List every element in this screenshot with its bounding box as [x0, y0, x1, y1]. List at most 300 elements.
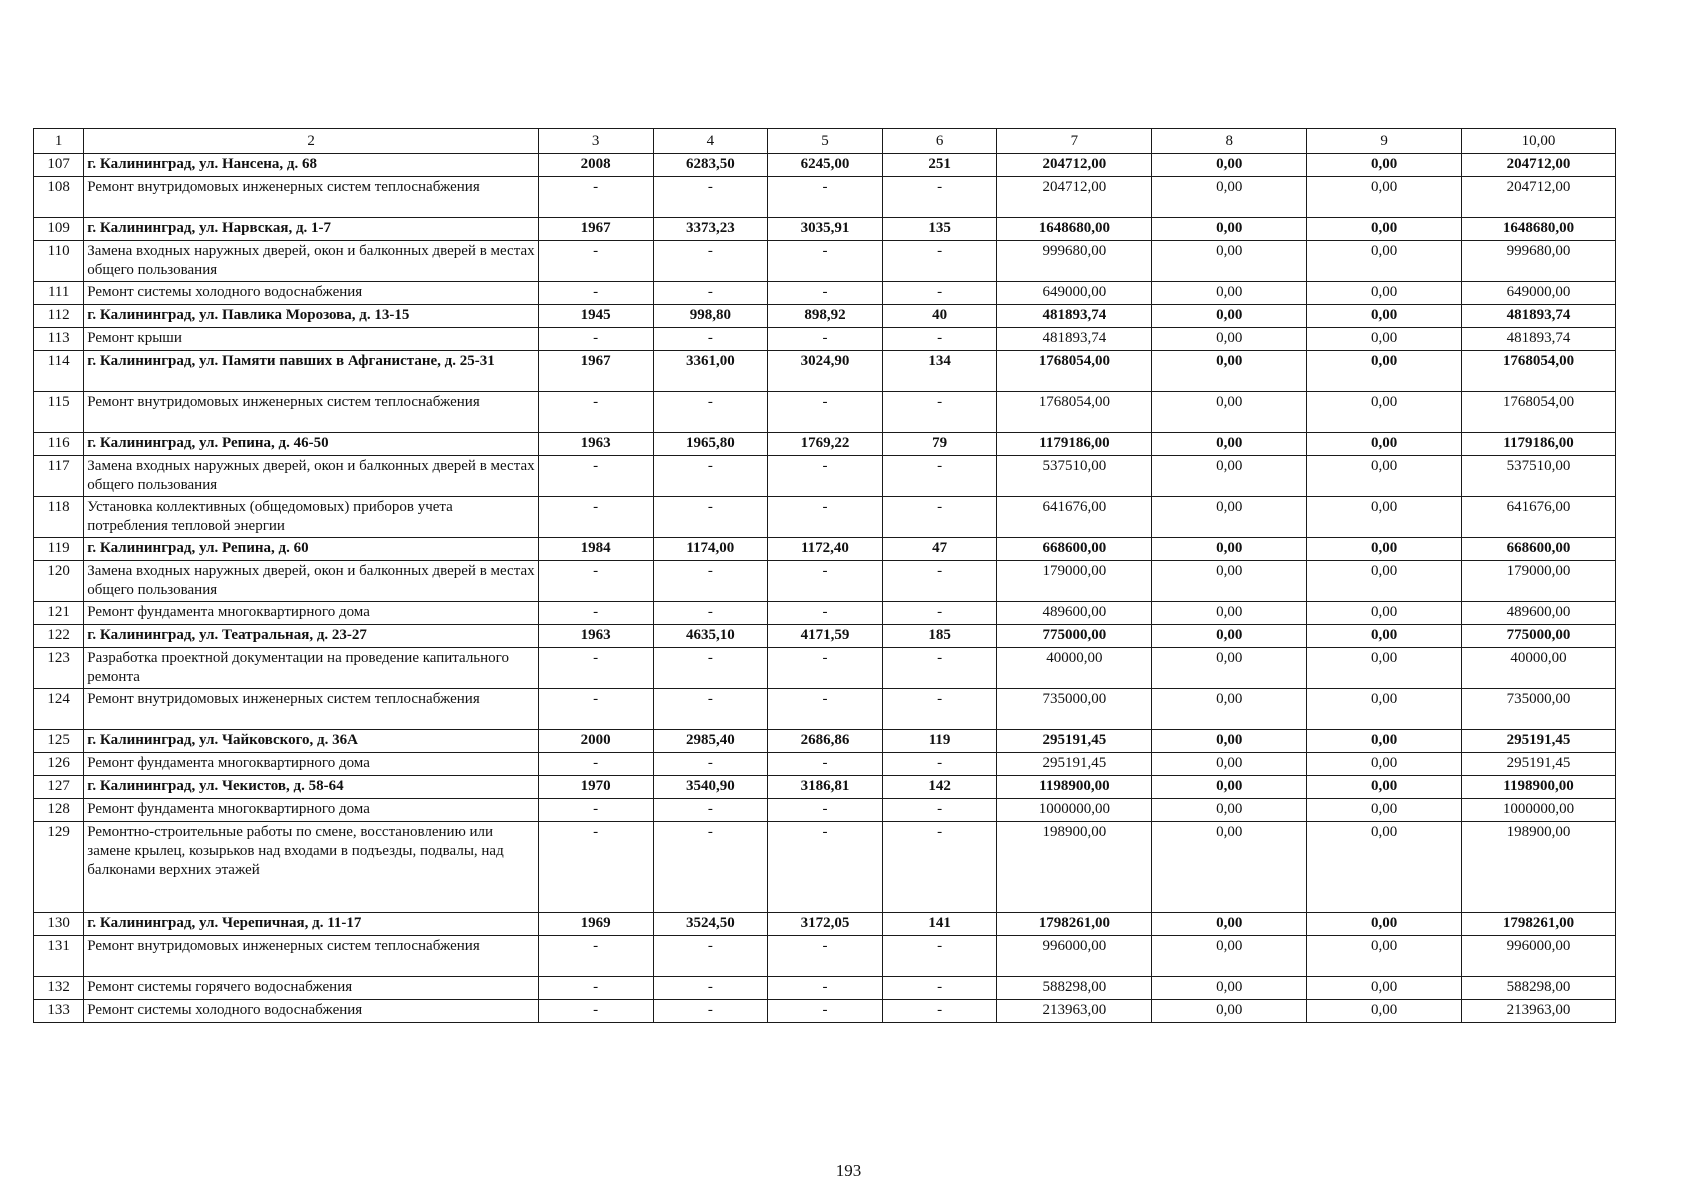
owner-funds: 1179186,00: [1462, 433, 1616, 456]
work-item-row: [34, 177, 1616, 218]
federal-funds: 0,00: [1152, 753, 1307, 776]
row-number: 116: [34, 433, 84, 456]
owner-funds: 204712,00: [1462, 154, 1616, 177]
living-area: -: [768, 561, 883, 602]
work-item-row: [34, 392, 1616, 433]
federal-funds: 0,00: [1152, 648, 1307, 689]
object-name: г. Калининград, ул. Чекистов, д. 58-64: [84, 776, 539, 799]
residents-count: -: [882, 456, 997, 497]
regional-funds: 0,00: [1307, 154, 1462, 177]
object-name: Ремонт системы горячего водоснабжения: [84, 977, 539, 1000]
object-name: г. Калининград, ул. Чайковского, д. 36А: [84, 730, 539, 753]
residents-count: 119: [882, 730, 997, 753]
federal-funds: 0,00: [1152, 282, 1307, 305]
total-area: 3373,23: [653, 218, 768, 241]
owner-funds: 775000,00: [1462, 625, 1616, 648]
federal-funds: 0,00: [1152, 602, 1307, 625]
work-item-row: [34, 689, 1616, 730]
federal-funds: 0,00: [1152, 351, 1307, 392]
year-built: -: [538, 799, 653, 822]
column-number-3: 3: [538, 129, 653, 154]
row-number: 108: [34, 177, 84, 218]
regional-funds: 0,00: [1307, 538, 1462, 561]
year-built: -: [538, 177, 653, 218]
work-item-row: [34, 497, 1616, 538]
federal-funds: 0,00: [1152, 561, 1307, 602]
object-name: г. Калининград, ул. Черепичная, д. 11-17: [84, 913, 539, 936]
row-number: 111: [34, 282, 84, 305]
regional-funds: 0,00: [1307, 753, 1462, 776]
residents-count: -: [882, 497, 997, 538]
residents-count: -: [882, 689, 997, 730]
year-built: 1970: [538, 776, 653, 799]
work-item-row: [34, 561, 1616, 602]
residents-count: 79: [882, 433, 997, 456]
regional-funds: 0,00: [1307, 977, 1462, 1000]
owner-funds: 198900,00: [1462, 822, 1616, 913]
object-name: г. Калининград, ул. Павлика Морозова, д. 13-15: [84, 305, 539, 328]
year-built: 1969: [538, 913, 653, 936]
owner-funds: 481893,74: [1462, 328, 1616, 351]
total-area: 1965,80: [653, 433, 768, 456]
regional-funds: 0,00: [1307, 392, 1462, 433]
owner-funds: 489600,00: [1462, 602, 1616, 625]
federal-funds: 0,00: [1152, 241, 1307, 282]
row-number: 132: [34, 977, 84, 1000]
living-area: -: [768, 497, 883, 538]
total-area: -: [653, 822, 768, 913]
federal-funds: 0,00: [1152, 776, 1307, 799]
year-built: -: [538, 753, 653, 776]
total-cost: 775000,00: [997, 625, 1152, 648]
living-area: 3024,90: [768, 351, 883, 392]
total-cost: 489600,00: [997, 602, 1152, 625]
object-name: г. Калининград, ул. Памяти павших в Афганистане, д. 25-31: [84, 351, 539, 392]
regional-funds: 0,00: [1307, 1000, 1462, 1023]
owner-funds: 641676,00: [1462, 497, 1616, 538]
year-built: -: [538, 1000, 653, 1023]
regional-funds: 0,00: [1307, 328, 1462, 351]
row-number: 126: [34, 753, 84, 776]
total-cost: 1198900,00: [997, 776, 1152, 799]
total-area: -: [653, 456, 768, 497]
residents-count: -: [882, 392, 997, 433]
living-area: 6245,00: [768, 154, 883, 177]
residents-count: 251: [882, 154, 997, 177]
federal-funds: 0,00: [1152, 154, 1307, 177]
object-name: г. Калининград, ул. Репина, д. 60: [84, 538, 539, 561]
federal-funds: 0,00: [1152, 1000, 1307, 1023]
work-item-row: [34, 241, 1616, 282]
owner-funds: 1768054,00: [1462, 392, 1616, 433]
living-area: 3035,91: [768, 218, 883, 241]
column-number-6: 6: [882, 129, 997, 154]
object-name: Ремонт системы холодного водоснабжения: [84, 282, 539, 305]
regional-funds: 0,00: [1307, 241, 1462, 282]
row-number: 118: [34, 497, 84, 538]
total-cost: 481893,74: [997, 305, 1152, 328]
regional-funds: 0,00: [1307, 456, 1462, 497]
residents-count: -: [882, 1000, 997, 1023]
work-item-row: [34, 753, 1616, 776]
year-built: 1967: [538, 218, 653, 241]
living-area: 4171,59: [768, 625, 883, 648]
total-area: -: [653, 753, 768, 776]
work-item-row: [34, 799, 1616, 822]
owner-funds: 1648680,00: [1462, 218, 1616, 241]
living-area: -: [768, 177, 883, 218]
work-item-row: [34, 936, 1616, 977]
living-area: 1769,22: [768, 433, 883, 456]
address-row: [34, 351, 1616, 392]
object-name: г. Калининград, ул. Театральная, д. 23-27: [84, 625, 539, 648]
work-item-row: [34, 1000, 1616, 1023]
residents-count: -: [882, 177, 997, 218]
row-number: 121: [34, 602, 84, 625]
residents-count: 141: [882, 913, 997, 936]
row-number: 128: [34, 799, 84, 822]
table-body: [34, 129, 1616, 1023]
regional-funds: 0,00: [1307, 351, 1462, 392]
regional-funds: 0,00: [1307, 218, 1462, 241]
work-item-row: [34, 602, 1616, 625]
row-number: 131: [34, 936, 84, 977]
total-area: -: [653, 392, 768, 433]
owner-funds: 588298,00: [1462, 977, 1616, 1000]
address-row: [34, 913, 1616, 936]
row-number: 133: [34, 1000, 84, 1023]
regional-funds: 0,00: [1307, 648, 1462, 689]
object-name: Ремонт крыши: [84, 328, 539, 351]
total-cost: 1179186,00: [997, 433, 1152, 456]
total-area: 2985,40: [653, 730, 768, 753]
column-number-2: 2: [84, 129, 539, 154]
total-cost: 649000,00: [997, 282, 1152, 305]
living-area: 3186,81: [768, 776, 883, 799]
total-area: -: [653, 689, 768, 730]
year-built: 1967: [538, 351, 653, 392]
year-built: -: [538, 689, 653, 730]
address-row: [34, 538, 1616, 561]
object-name: Ремонт фундамента многоквартирного дома: [84, 602, 539, 625]
column-number-8: 8: [1152, 129, 1307, 154]
row-number: 125: [34, 730, 84, 753]
living-area: -: [768, 689, 883, 730]
federal-funds: 0,00: [1152, 538, 1307, 561]
total-area: -: [653, 497, 768, 538]
total-area: 4635,10: [653, 625, 768, 648]
row-number: 123: [34, 648, 84, 689]
total-area: -: [653, 282, 768, 305]
owner-funds: 40000,00: [1462, 648, 1616, 689]
object-name: Ремонт внутридомовых инженерных систем теплоснабжения: [84, 689, 539, 730]
total-cost: 999680,00: [997, 241, 1152, 282]
total-area: 6283,50: [653, 154, 768, 177]
work-item-row: [34, 977, 1616, 1000]
total-cost: 1768054,00: [997, 351, 1152, 392]
federal-funds: 0,00: [1152, 433, 1307, 456]
living-area: 2686,86: [768, 730, 883, 753]
object-name: Замена входных наружных дверей, окон и балконных дверей в местах общего пользования: [84, 561, 539, 602]
living-area: -: [768, 456, 883, 497]
living-area: -: [768, 241, 883, 282]
year-built: -: [538, 241, 653, 282]
year-built: 1963: [538, 433, 653, 456]
total-area: -: [653, 977, 768, 1000]
year-built: 2008: [538, 154, 653, 177]
owner-funds: 295191,45: [1462, 753, 1616, 776]
row-number: 127: [34, 776, 84, 799]
living-area: -: [768, 648, 883, 689]
row-number: 117: [34, 456, 84, 497]
total-area: -: [653, 328, 768, 351]
living-area: -: [768, 282, 883, 305]
row-number: 109: [34, 218, 84, 241]
residents-count: -: [882, 241, 997, 282]
row-number: 129: [34, 822, 84, 913]
residents-count: -: [882, 822, 997, 913]
year-built: -: [538, 602, 653, 625]
year-built: 1984: [538, 538, 653, 561]
column-number-row: [34, 129, 1616, 154]
owner-funds: 649000,00: [1462, 282, 1616, 305]
residents-count: -: [882, 282, 997, 305]
residents-count: 47: [882, 538, 997, 561]
regional-funds: 0,00: [1307, 497, 1462, 538]
object-name: Ремонтно-строительные работы по смене, восстановлению или замене крылец, козырьков над входами в подъезды, подвалы, над балконами верхних этажей: [84, 822, 539, 913]
row-number: 130: [34, 913, 84, 936]
year-built: -: [538, 497, 653, 538]
column-number-4: 4: [653, 129, 768, 154]
residents-count: -: [882, 753, 997, 776]
living-area: -: [768, 936, 883, 977]
owner-funds: 213963,00: [1462, 1000, 1616, 1023]
federal-funds: 0,00: [1152, 305, 1307, 328]
owner-funds: 295191,45: [1462, 730, 1616, 753]
owner-funds: 999680,00: [1462, 241, 1616, 282]
owner-funds: 1798261,00: [1462, 913, 1616, 936]
address-row: [34, 433, 1616, 456]
residents-count: -: [882, 648, 997, 689]
owner-funds: 204712,00: [1462, 177, 1616, 218]
residents-count: 135: [882, 218, 997, 241]
living-area: -: [768, 392, 883, 433]
object-name: г. Калининград, ул. Репина, д. 46-50: [84, 433, 539, 456]
owner-funds: 1000000,00: [1462, 799, 1616, 822]
column-number-1: 1: [34, 129, 84, 154]
living-area: -: [768, 822, 883, 913]
federal-funds: 0,00: [1152, 177, 1307, 218]
object-name: Ремонт внутридомовых инженерных систем теплоснабжения: [84, 392, 539, 433]
year-built: 1945: [538, 305, 653, 328]
row-number: 122: [34, 625, 84, 648]
living-area: -: [768, 753, 883, 776]
total-cost: 481893,74: [997, 328, 1152, 351]
row-number: 115: [34, 392, 84, 433]
year-built: -: [538, 648, 653, 689]
year-built: -: [538, 561, 653, 602]
residents-count: -: [882, 602, 997, 625]
federal-funds: 0,00: [1152, 936, 1307, 977]
address-row: [34, 625, 1616, 648]
address-row: [34, 154, 1616, 177]
object-name: Ремонт внутридомовых инженерных систем теплоснабжения: [84, 936, 539, 977]
regional-funds: 0,00: [1307, 433, 1462, 456]
federal-funds: 0,00: [1152, 497, 1307, 538]
owner-funds: 735000,00: [1462, 689, 1616, 730]
regional-funds: 0,00: [1307, 799, 1462, 822]
column-number-7: 7: [997, 129, 1152, 154]
work-item-row: [34, 282, 1616, 305]
year-built: -: [538, 392, 653, 433]
federal-funds: 0,00: [1152, 218, 1307, 241]
object-name: Ремонт внутридомовых инженерных систем теплоснабжения: [84, 177, 539, 218]
federal-funds: 0,00: [1152, 913, 1307, 936]
total-cost: 213963,00: [997, 1000, 1152, 1023]
residents-count: -: [882, 328, 997, 351]
total-cost: 295191,45: [997, 753, 1152, 776]
residents-count: 134: [882, 351, 997, 392]
owner-funds: 1198900,00: [1462, 776, 1616, 799]
total-cost: 204712,00: [997, 177, 1152, 218]
regional-funds: 0,00: [1307, 305, 1462, 328]
total-area: 3524,50: [653, 913, 768, 936]
year-built: -: [538, 977, 653, 1000]
living-area: -: [768, 328, 883, 351]
object-name: Разработка проектной документации на проведение капитального ремонта: [84, 648, 539, 689]
work-item-row: [34, 328, 1616, 351]
total-area: 3540,90: [653, 776, 768, 799]
column-number-10: 10,00: [1462, 129, 1616, 154]
owner-funds: 996000,00: [1462, 936, 1616, 977]
object-name: г. Калининград, ул. Нарвская, д. 1-7: [84, 218, 539, 241]
total-area: -: [653, 602, 768, 625]
total-cost: 588298,00: [997, 977, 1152, 1000]
residents-count: -: [882, 977, 997, 1000]
total-area: 998,80: [653, 305, 768, 328]
total-area: -: [653, 241, 768, 282]
federal-funds: 0,00: [1152, 392, 1307, 433]
living-area: -: [768, 977, 883, 1000]
residents-count: 142: [882, 776, 997, 799]
capital-repair-table: [33, 128, 1616, 1023]
total-cost: 179000,00: [997, 561, 1152, 602]
work-item-row: [34, 648, 1616, 689]
work-item-row: [34, 456, 1616, 497]
address-row: [34, 218, 1616, 241]
living-area: 898,92: [768, 305, 883, 328]
federal-funds: 0,00: [1152, 625, 1307, 648]
page-number: 193: [835, 1161, 862, 1180]
total-area: -: [653, 936, 768, 977]
row-number: 107: [34, 154, 84, 177]
residents-count: -: [882, 799, 997, 822]
regional-funds: 0,00: [1307, 177, 1462, 218]
total-cost: 198900,00: [997, 822, 1152, 913]
federal-funds: 0,00: [1152, 689, 1307, 730]
residents-count: -: [882, 561, 997, 602]
row-number: 113: [34, 328, 84, 351]
owner-funds: 481893,74: [1462, 305, 1616, 328]
object-name: Замена входных наружных дверей, окон и балконных дверей в местах общего пользования: [84, 456, 539, 497]
total-cost: 40000,00: [997, 648, 1152, 689]
row-number: 119: [34, 538, 84, 561]
living-area: 1172,40: [768, 538, 883, 561]
year-built: 1963: [538, 625, 653, 648]
owner-funds: 537510,00: [1462, 456, 1616, 497]
column-number-5: 5: [768, 129, 883, 154]
total-cost: 668600,00: [997, 538, 1152, 561]
total-area: 3361,00: [653, 351, 768, 392]
living-area: -: [768, 602, 883, 625]
residents-count: 185: [882, 625, 997, 648]
year-built: -: [538, 456, 653, 497]
regional-funds: 0,00: [1307, 913, 1462, 936]
total-area: -: [653, 1000, 768, 1023]
owner-funds: 1768054,00: [1462, 351, 1616, 392]
object-name: Ремонт фундамента многоквартирного дома: [84, 753, 539, 776]
year-built: 2000: [538, 730, 653, 753]
regional-funds: 0,00: [1307, 776, 1462, 799]
regional-funds: 0,00: [1307, 822, 1462, 913]
address-row: [34, 776, 1616, 799]
total-cost: 641676,00: [997, 497, 1152, 538]
total-area: -: [653, 799, 768, 822]
federal-funds: 0,00: [1152, 456, 1307, 497]
total-area: -: [653, 177, 768, 218]
total-area: 1174,00: [653, 538, 768, 561]
regional-funds: 0,00: [1307, 689, 1462, 730]
regional-funds: 0,00: [1307, 282, 1462, 305]
regional-funds: 0,00: [1307, 625, 1462, 648]
object-name: Замена входных наружных дверей, окон и балконных дверей в местах общего пользования: [84, 241, 539, 282]
regional-funds: 0,00: [1307, 730, 1462, 753]
federal-funds: 0,00: [1152, 977, 1307, 1000]
federal-funds: 0,00: [1152, 799, 1307, 822]
living-area: 3172,05: [768, 913, 883, 936]
total-cost: 537510,00: [997, 456, 1152, 497]
total-cost: 1798261,00: [997, 913, 1152, 936]
work-item-row: [34, 822, 1616, 913]
regional-funds: 0,00: [1307, 602, 1462, 625]
address-row: [34, 730, 1616, 753]
object-name: Ремонт системы холодного водоснабжения: [84, 1000, 539, 1023]
total-area: -: [653, 648, 768, 689]
federal-funds: 0,00: [1152, 822, 1307, 913]
federal-funds: 0,00: [1152, 730, 1307, 753]
total-cost: 1768054,00: [997, 392, 1152, 433]
object-name: Установка коллективных (общедомовых) приборов учета потребления тепловой энергии: [84, 497, 539, 538]
row-number: 124: [34, 689, 84, 730]
object-name: Ремонт фундамента многоквартирного дома: [84, 799, 539, 822]
total-cost: 996000,00: [997, 936, 1152, 977]
total-area: -: [653, 561, 768, 602]
owner-funds: 668600,00: [1462, 538, 1616, 561]
total-cost: 735000,00: [997, 689, 1152, 730]
living-area: -: [768, 1000, 883, 1023]
residents-count: 40: [882, 305, 997, 328]
total-cost: 295191,45: [997, 730, 1152, 753]
row-number: 114: [34, 351, 84, 392]
year-built: -: [538, 282, 653, 305]
row-number: 112: [34, 305, 84, 328]
regional-funds: 0,00: [1307, 561, 1462, 602]
total-cost: 1000000,00: [997, 799, 1152, 822]
object-name: г. Калининград, ул. Нансена, д. 68: [84, 154, 539, 177]
row-number: 110: [34, 241, 84, 282]
year-built: -: [538, 936, 653, 977]
total-cost: 1648680,00: [997, 218, 1152, 241]
